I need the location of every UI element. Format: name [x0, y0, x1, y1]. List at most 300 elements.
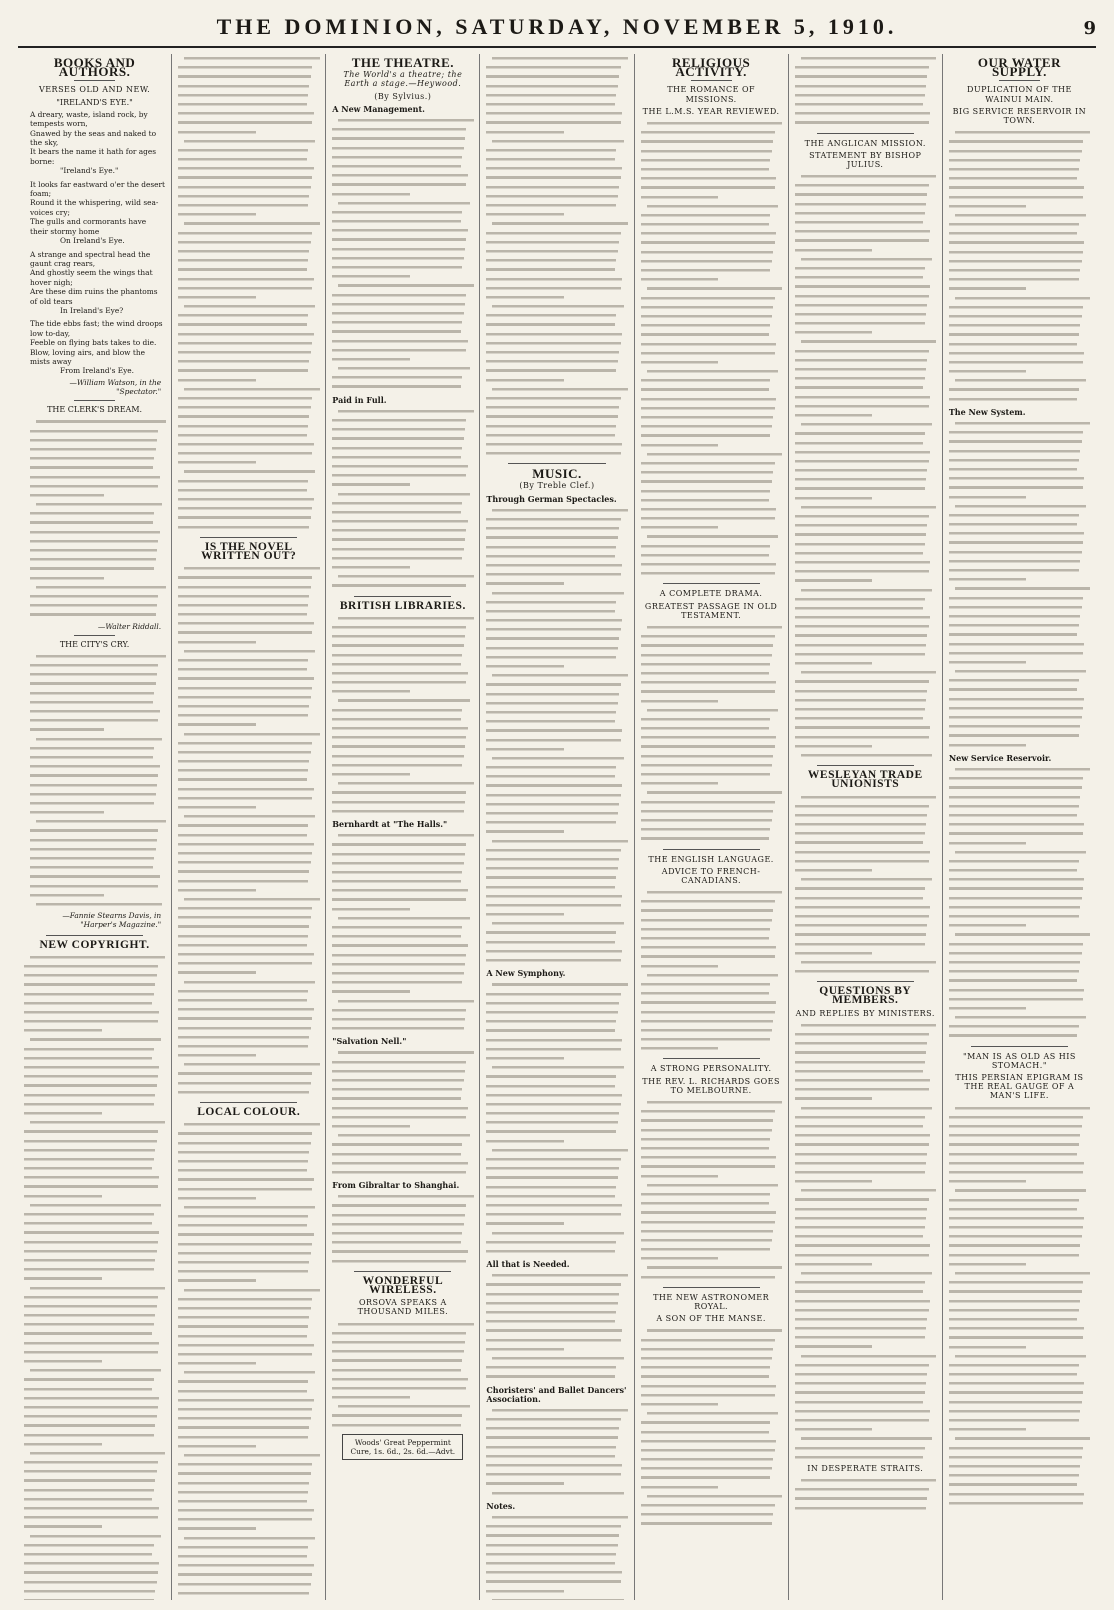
text-line — [486, 1470, 620, 1479]
text-line — [795, 218, 923, 227]
text-line — [178, 1139, 311, 1148]
text-line — [795, 402, 929, 411]
text-line — [178, 91, 308, 100]
text-line — [641, 962, 719, 971]
text-line — [332, 969, 463, 978]
text-line — [486, 265, 614, 274]
text-line — [492, 1513, 627, 1522]
text-line — [641, 770, 771, 779]
text-line — [36, 652, 166, 661]
text-line — [795, 848, 930, 857]
text-line — [178, 1069, 312, 1078]
text-line — [178, 840, 313, 849]
text-line — [178, 1079, 311, 1088]
text-line — [949, 465, 1077, 474]
text-line — [795, 1113, 925, 1122]
text-line — [949, 995, 1083, 1004]
text-line — [949, 1444, 1083, 1453]
text-line — [949, 340, 1077, 349]
text-line — [178, 573, 312, 582]
text-line — [178, 1423, 309, 1432]
text-line — [332, 978, 462, 987]
text-line — [30, 1035, 161, 1044]
text-line — [30, 781, 157, 790]
text-line — [795, 1485, 929, 1494]
text-line — [641, 1227, 774, 1236]
text-line — [184, 385, 319, 394]
text-line — [24, 1008, 159, 1017]
text-line — [641, 897, 775, 906]
text-line — [795, 1425, 873, 1434]
text-line — [486, 1026, 614, 1035]
text-line — [24, 1045, 154, 1054]
text-line — [492, 302, 623, 311]
text-line — [338, 1048, 473, 1057]
text-line — [486, 561, 621, 570]
text-line — [332, 1393, 410, 1402]
text-line — [486, 1091, 621, 1100]
text-line — [332, 687, 410, 696]
text-line — [24, 999, 152, 1008]
text-line — [184, 137, 315, 146]
text-line — [178, 1194, 256, 1203]
text-line — [641, 441, 719, 450]
text-line — [641, 1473, 771, 1482]
text-line — [949, 511, 1079, 520]
text-line — [178, 504, 312, 513]
text-line — [178, 849, 312, 858]
text-line — [184, 1451, 319, 1460]
text-line — [30, 427, 158, 436]
text-line — [24, 1210, 154, 1219]
text-line — [24, 1026, 102, 1035]
text-line — [486, 72, 619, 81]
text-line — [486, 1054, 564, 1063]
text-line — [332, 162, 460, 171]
text-line — [486, 947, 621, 956]
text-line — [332, 1067, 465, 1076]
text-line — [486, 201, 616, 210]
text-line — [486, 357, 617, 366]
text-line — [338, 364, 469, 373]
text-line — [30, 689, 154, 698]
text-line — [641, 477, 772, 486]
text-line — [641, 137, 774, 146]
text-line — [486, 1452, 614, 1461]
text-line — [949, 1379, 1084, 1388]
text-line — [178, 1561, 313, 1570]
text-line — [795, 1241, 930, 1250]
text-line — [30, 564, 154, 573]
text-line — [332, 960, 465, 969]
text-line — [178, 376, 256, 385]
text-line — [178, 201, 308, 210]
text-line — [332, 788, 466, 797]
text-line — [795, 273, 923, 282]
text-line — [949, 640, 1084, 649]
text-line — [801, 875, 932, 884]
wesleyan-header: WESLEYAN TRADE UNIONISTS — [807, 769, 923, 791]
text-line — [178, 785, 313, 794]
astronomer-sub: A SON OF THE MANSE. — [656, 1314, 766, 1324]
text-line — [641, 422, 772, 431]
text-line — [949, 1306, 1079, 1315]
text-line — [24, 1513, 158, 1522]
text-line — [178, 1506, 313, 1515]
text-line — [486, 1559, 614, 1568]
sub-new-management: A New Management. — [332, 103, 425, 114]
text-line — [486, 938, 614, 947]
text-line — [949, 1241, 1080, 1250]
text-line — [30, 771, 158, 780]
text-line — [178, 1341, 313, 1350]
text-line — [338, 1131, 469, 1140]
text-line — [641, 632, 775, 641]
text-line — [178, 1230, 313, 1239]
text-line — [949, 1251, 1079, 1260]
text-line — [955, 1434, 1090, 1443]
text-line — [949, 704, 1083, 713]
text-line — [178, 210, 256, 219]
poem-clerk-byline: —Walter Riddall. — [97, 621, 162, 631]
text-line — [801, 958, 936, 967]
text-line — [641, 238, 775, 247]
text-line — [36, 735, 162, 744]
text-line — [641, 1483, 719, 1492]
text-line — [641, 193, 719, 202]
text-line — [30, 845, 156, 854]
text-line — [795, 512, 929, 521]
text-line — [486, 928, 616, 937]
text-line — [24, 1412, 157, 1421]
text-line — [795, 1232, 923, 1241]
text-line — [795, 1370, 928, 1379]
text-line — [949, 1462, 1080, 1471]
text-line — [949, 1260, 1027, 1269]
text-line — [949, 1122, 1082, 1131]
text-line — [178, 665, 306, 674]
text-line — [486, 570, 620, 579]
text-line — [795, 829, 925, 838]
text-line — [30, 1201, 161, 1210]
text-line — [332, 346, 466, 355]
text-line — [795, 1315, 928, 1324]
text-line — [24, 1486, 154, 1495]
text-line — [641, 1208, 776, 1217]
text-line — [338, 831, 473, 840]
text-line — [486, 1587, 564, 1596]
text-line — [24, 971, 157, 980]
text-line — [795, 209, 925, 218]
text-line — [178, 1175, 313, 1184]
text-line — [949, 202, 1027, 211]
text-line — [641, 266, 771, 275]
theatre-byline: (By Sylvius.) — [374, 91, 432, 101]
text-line — [492, 1354, 623, 1363]
text-line — [178, 403, 311, 412]
text-line — [332, 125, 466, 134]
text-line — [178, 1479, 309, 1488]
text-line — [338, 614, 473, 623]
text-line — [486, 1192, 614, 1201]
text-line — [24, 1495, 152, 1504]
text-line — [486, 1345, 564, 1354]
text-line — [486, 63, 620, 72]
personality-header: A STRONG PERSONALITY. — [650, 1064, 772, 1074]
text-line — [30, 836, 157, 845]
text-line — [641, 156, 771, 165]
text-line — [332, 1122, 410, 1131]
text-line — [486, 818, 616, 827]
text-line — [332, 226, 467, 235]
text-line — [801, 586, 932, 595]
text-line — [338, 1402, 469, 1411]
text-line — [949, 1297, 1080, 1306]
text-line — [795, 1333, 925, 1342]
text-line — [486, 634, 619, 643]
text-line — [178, 275, 313, 284]
text-line — [795, 1140, 929, 1149]
sub-choristers: Choristers' and Ballet Dancers' Association. — [486, 1384, 627, 1404]
text-line — [641, 641, 774, 650]
text-line — [955, 211, 1086, 220]
text-line — [486, 1127, 616, 1136]
text-line — [30, 863, 153, 872]
text-line — [641, 742, 775, 751]
text-line — [641, 697, 719, 706]
text-line — [641, 752, 774, 761]
text-line — [30, 555, 156, 564]
sub-notes: Notes. — [486, 1500, 516, 1511]
text-line — [30, 790, 156, 799]
text-line — [641, 376, 771, 385]
text-line — [332, 678, 466, 687]
text-line — [486, 403, 619, 412]
text-line — [178, 757, 309, 766]
text-line — [641, 1035, 771, 1044]
text-line — [486, 1531, 619, 1540]
text-line — [178, 366, 308, 375]
text-line — [795, 677, 929, 686]
text-line — [486, 164, 621, 173]
text-line — [332, 1229, 462, 1238]
text-line — [486, 348, 619, 357]
text-line — [24, 1081, 157, 1090]
text-line — [178, 339, 312, 348]
man-header: "MAN IS AS OLD AS HIS STOMACH." — [962, 1051, 1076, 1070]
text-line — [332, 1150, 460, 1159]
anglican-header: THE ANGLICAN MISSION. — [804, 138, 926, 148]
text-line — [795, 393, 930, 402]
text-line — [24, 1091, 155, 1100]
text-line — [647, 202, 778, 211]
text-line — [24, 1182, 158, 1191]
text-line — [178, 1005, 313, 1014]
text-line — [795, 1168, 925, 1177]
text-line — [641, 1391, 775, 1400]
text-line — [641, 1026, 772, 1035]
text-line — [178, 1524, 256, 1533]
text-line — [486, 662, 564, 671]
text-line — [949, 538, 1083, 547]
text-line — [486, 422, 616, 431]
text-line — [178, 1024, 311, 1033]
copyright-header: NEW COPYRIGHT. — [39, 938, 150, 951]
text-line — [795, 921, 928, 930]
copyright-body — [24, 953, 165, 1600]
text-line — [641, 147, 772, 156]
text-line — [178, 1442, 256, 1451]
local-colour-body — [178, 1120, 319, 1600]
novel-body — [178, 564, 319, 1097]
text-line — [949, 1425, 1027, 1434]
text-line — [30, 679, 156, 688]
text-line — [641, 1044, 719, 1053]
text-line — [647, 623, 782, 632]
text-line — [795, 930, 926, 939]
text-line — [486, 376, 564, 385]
text-line — [332, 171, 467, 180]
text-line — [30, 661, 158, 670]
text-line — [332, 1338, 465, 1347]
text-line — [486, 763, 616, 772]
text-line — [332, 300, 465, 309]
text-line — [949, 921, 1027, 930]
text-line — [795, 374, 925, 383]
text-line — [332, 1201, 466, 1210]
text-line — [949, 557, 1080, 566]
text-line — [332, 1384, 466, 1393]
text-line — [949, 741, 1027, 750]
text-line — [486, 579, 564, 588]
text-line — [641, 128, 775, 137]
text-line — [647, 888, 782, 897]
text-line — [486, 1433, 617, 1442]
text-line — [949, 1407, 1080, 1416]
text-line — [178, 748, 311, 757]
text-line — [486, 1336, 620, 1345]
text-line — [24, 1265, 154, 1274]
text-line — [641, 1116, 774, 1125]
text-line — [24, 1192, 102, 1201]
text-line — [338, 490, 469, 499]
text-line — [486, 1210, 620, 1219]
text-line — [795, 1297, 930, 1306]
drama-header: A COMPLETE DRAMA. — [659, 589, 763, 599]
text-line — [332, 563, 410, 572]
text-line — [795, 1398, 923, 1407]
text-line — [332, 1024, 463, 1033]
text-line — [949, 147, 1082, 156]
text-line — [486, 1299, 617, 1308]
text-line — [486, 1219, 564, 1228]
text-line — [486, 1577, 620, 1586]
text-line — [641, 211, 771, 220]
text-line — [486, 736, 620, 745]
text-line — [178, 265, 306, 274]
text-line — [949, 1333, 1083, 1342]
text-line — [955, 419, 1090, 428]
text-line — [949, 1214, 1084, 1223]
text-line — [486, 293, 564, 302]
text-line — [949, 1480, 1077, 1489]
text-line — [795, 301, 928, 310]
text-line — [801, 1104, 932, 1113]
text-line — [486, 128, 564, 137]
text-line — [184, 467, 315, 476]
text-line — [178, 1405, 312, 1414]
text-line — [647, 706, 778, 715]
text-line — [178, 1580, 311, 1589]
text-line — [178, 1589, 309, 1598]
text-line — [641, 1153, 776, 1162]
text-line — [641, 487, 771, 496]
questions-header: QUESTIONS BY MEMBERS. — [819, 985, 912, 1007]
text-line — [795, 659, 873, 668]
text-line — [178, 1051, 256, 1060]
text-line — [955, 376, 1086, 385]
text-line — [641, 1519, 772, 1528]
text-line — [178, 638, 256, 647]
text-line — [492, 137, 623, 146]
text-line — [795, 484, 925, 493]
text-line — [492, 219, 627, 228]
text-line — [955, 1269, 1090, 1278]
sub-new-system: The New System. — [948, 406, 1026, 417]
text-line — [641, 1273, 775, 1282]
text-line — [795, 912, 929, 921]
text-line — [178, 118, 312, 127]
text-line — [332, 1085, 462, 1094]
text-line — [178, 794, 312, 803]
text-line — [24, 1385, 152, 1394]
text-line — [178, 1350, 312, 1359]
text-line — [486, 644, 617, 653]
text-line — [30, 1284, 165, 1293]
text-line — [795, 264, 925, 273]
text-line — [641, 1254, 719, 1263]
copyright-body-cont — [178, 54, 319, 532]
text-line — [332, 382, 460, 391]
text-line — [486, 394, 620, 403]
text-line — [795, 282, 930, 291]
text-line — [955, 502, 1086, 511]
text-line — [338, 116, 473, 125]
text-line — [795, 549, 923, 558]
text-line — [641, 1501, 775, 1510]
text-line — [332, 859, 463, 868]
text-line — [178, 1042, 308, 1051]
text-line — [332, 932, 460, 941]
text-line — [949, 238, 1084, 247]
text-line — [486, 1036, 621, 1045]
text-line — [332, 535, 465, 544]
text-line — [24, 1146, 155, 1155]
text-line — [332, 190, 410, 199]
paper-title: THE DOMINION, SATURDAY, NOVEMBER 5, 1910. — [216, 14, 898, 39]
text-line — [36, 583, 166, 592]
text-line — [486, 366, 616, 375]
text-line — [24, 1431, 154, 1440]
text-line — [178, 72, 311, 81]
section-books-authors: BOOKS AND AUTHORS. — [53, 55, 136, 80]
text-line — [178, 357, 309, 366]
text-line — [486, 440, 621, 449]
questions-sub: AND REPLIES BY MINISTERS. — [795, 1008, 935, 1018]
text-line — [949, 866, 1077, 875]
text-line — [24, 1054, 152, 1063]
text-line — [24, 1155, 154, 1164]
